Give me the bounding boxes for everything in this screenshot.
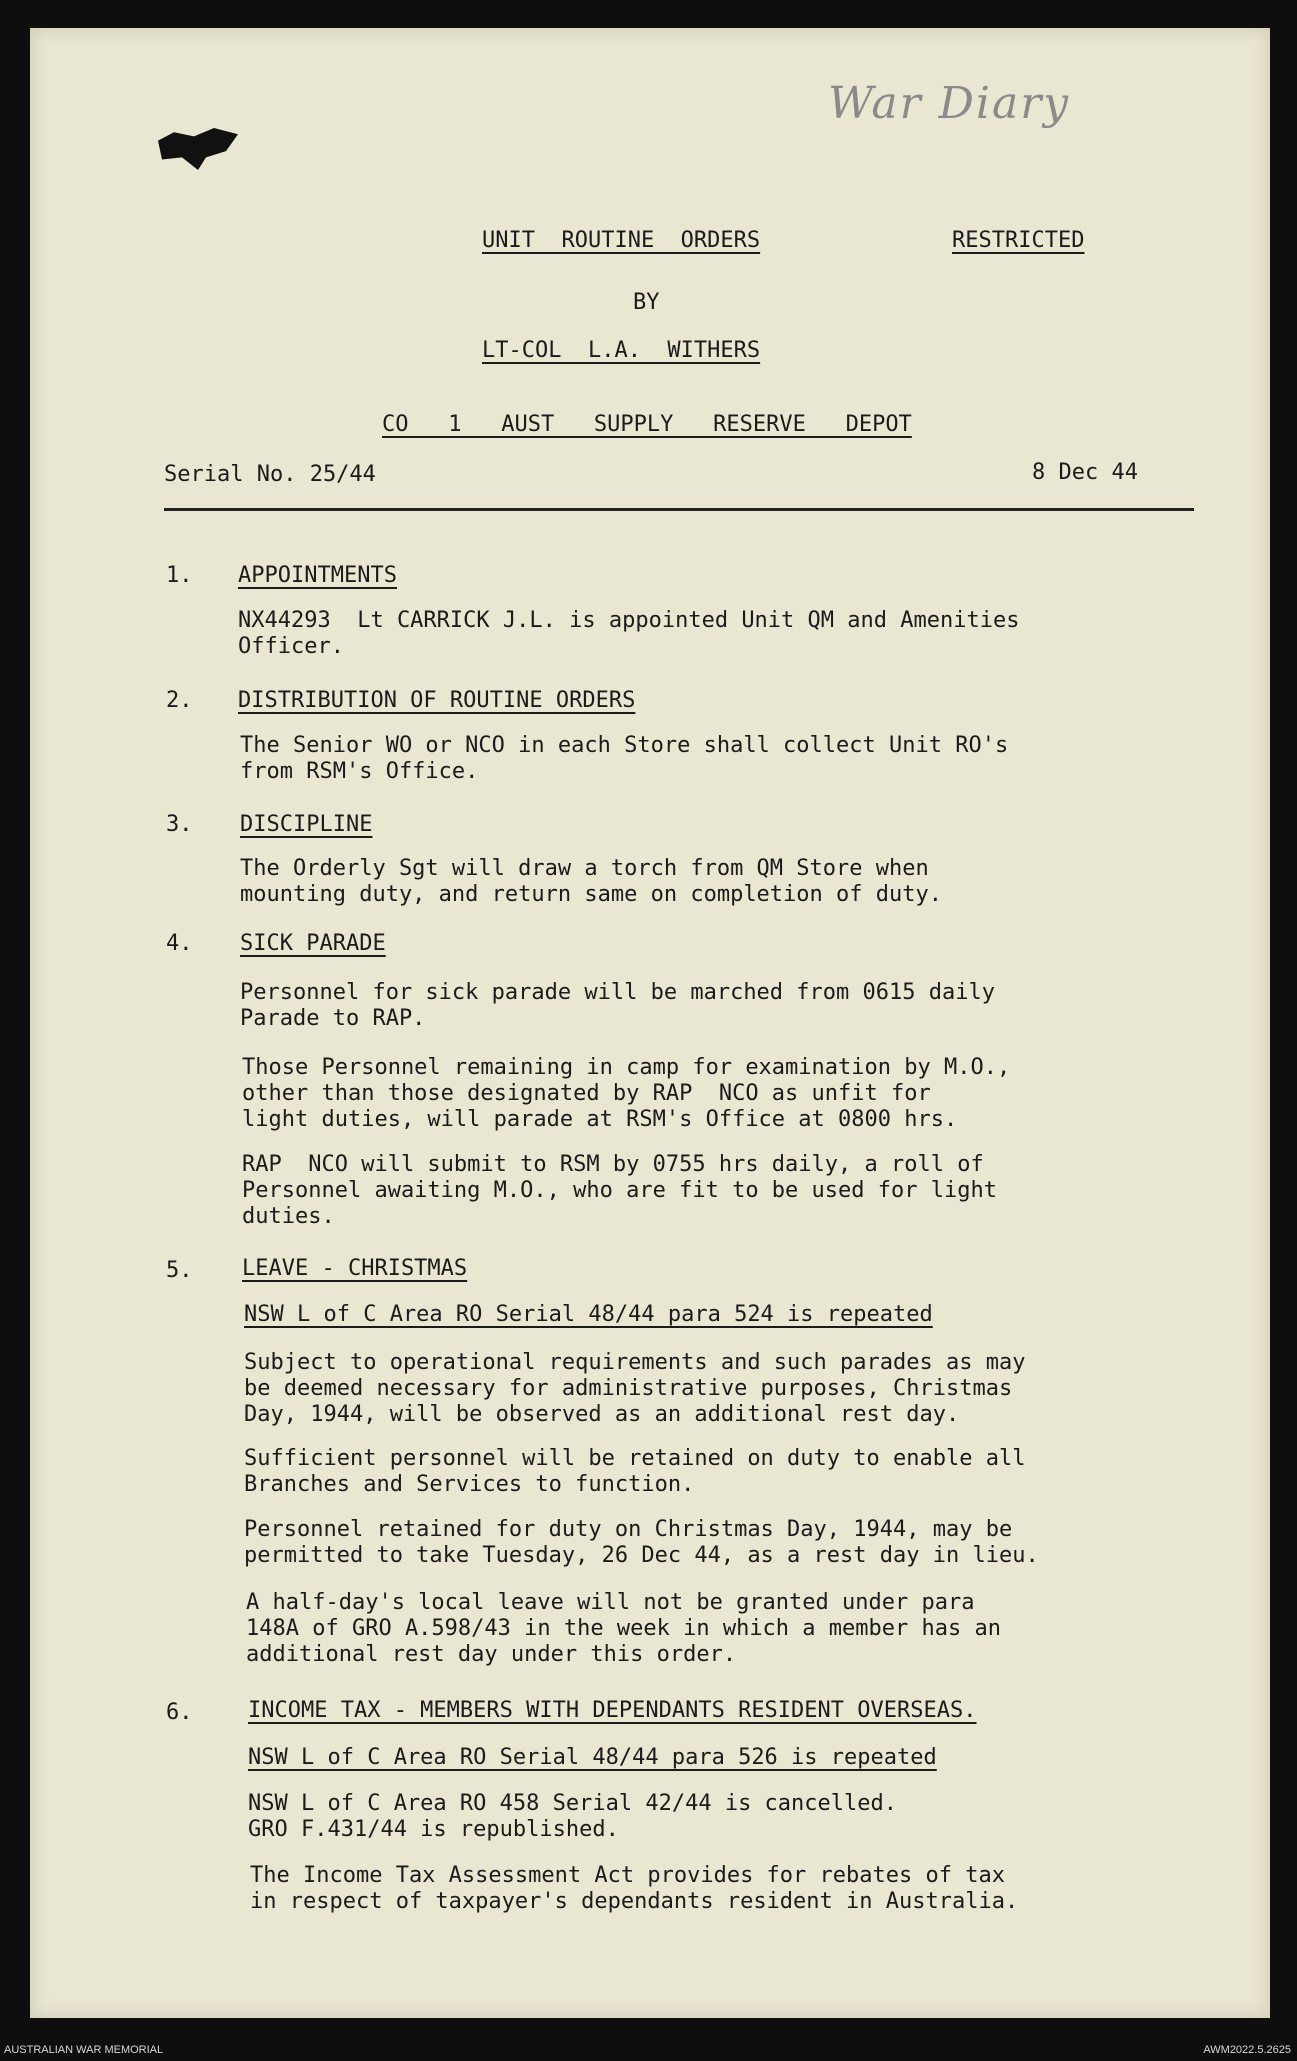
unit-name: CO 1 AUST SUPPLY RESERVE DEPOT — [382, 412, 912, 437]
section-title: INCOME TAX - MEMBERS WITH DEPENDANTS RESIDENT OVERSEAS. — [248, 1698, 977, 1723]
section-number: 1. — [166, 563, 193, 588]
section-title: LEAVE - CHRISTMAS — [242, 1256, 468, 1281]
section-paragraph: NX44293 Lt CARRICK J.L. is appointed Unit QM and Amenities Officer. — [238, 608, 1020, 659]
section-paragraph: NSW L of C Area RO 458 Serial 42/44 is cancelled. GRO F.431/44 is republished. — [248, 1791, 898, 1842]
section-paragraph: Personnel for sick parade will be marched from 0615 daily Parade to RAP. — [240, 980, 995, 1031]
section-paragraph: The Senior WO or NCO in each Store shall collect Unit RO's from RSM's Office. — [240, 733, 1009, 784]
footer-right: AWM2022.5.2625 — [1203, 2044, 1291, 2056]
handwritten-note: War Diary — [828, 78, 1071, 129]
section-paragraph: The Orderly Sgt will draw a torch from QM Store when mounting duty, and return same on completion of duty. — [240, 856, 942, 907]
order-date: 8 Dec 44 — [1032, 460, 1138, 485]
by-line: BY — [633, 290, 660, 315]
section-title: DISTRIBUTION OF ROUTINE ORDERS — [238, 688, 636, 713]
footer-left: AUSTRALIAN WAR MEMORIAL — [4, 2044, 164, 2056]
document-title: UNIT ROUTINE ORDERS — [482, 228, 761, 253]
section-subtitle: NSW L of C Area RO Serial 48/44 para 526 is repeated — [248, 1745, 937, 1770]
serial-number: Serial No. 25/44 — [164, 462, 376, 487]
section-number: 3. — [166, 812, 193, 837]
section-paragraph: Subject to operational requirements and such parades as may be deemed necessary for administrative purposes, Christmas Day, 1944, will be observed as an additional rest day. — [244, 1350, 1026, 1427]
section-paragraph: A half-day's local leave will not be granted under para 148A of GRO A.598/43 in the week in which a member has an additional rest day under this order. — [246, 1590, 1001, 1667]
section-paragraph: Sufficient personnel will be retained on duty to enable all Branches and Services to function. — [244, 1446, 1026, 1497]
section-number: 2. — [166, 688, 193, 713]
section-title: DISCIPLINE — [240, 812, 373, 837]
issuing-officer: LT-COL L.A. WITHERS — [482, 338, 761, 363]
section-paragraph: RAP NCO will submit to RSM by 0755 hrs daily, a roll of Personnel awaiting M.O., who are fit to be used for light duties. — [242, 1152, 997, 1229]
section-title: SICK PARADE — [240, 931, 386, 956]
section-subtitle: NSW L of C Area RO Serial 48/44 para 524 is repeated — [244, 1302, 933, 1327]
section-title: APPOINTMENTS — [238, 563, 397, 588]
section-number: 4. — [166, 931, 193, 956]
section-paragraph: The Income Tax Assessment Act provides for rebates of tax in respect of taxpayer's dependants resident in Australia. — [250, 1863, 1019, 1914]
header-rule — [164, 508, 1194, 511]
section-paragraph: Personnel retained for duty on Christmas Day, 1944, may be permitted to take Tuesday, 26 Dec 44, as a rest day in lieu. — [244, 1517, 1039, 1568]
section-number: 6. — [166, 1700, 193, 1725]
classification-label: RESTRICTED — [952, 228, 1085, 253]
section-paragraph: Those Personnel remaining in camp for examination by M.O., other than those designated by RAP NCO as unfit for light duties, will parade at RSM's Office at 0800 hrs. — [242, 1055, 1011, 1132]
section-number: 5. — [166, 1258, 193, 1283]
